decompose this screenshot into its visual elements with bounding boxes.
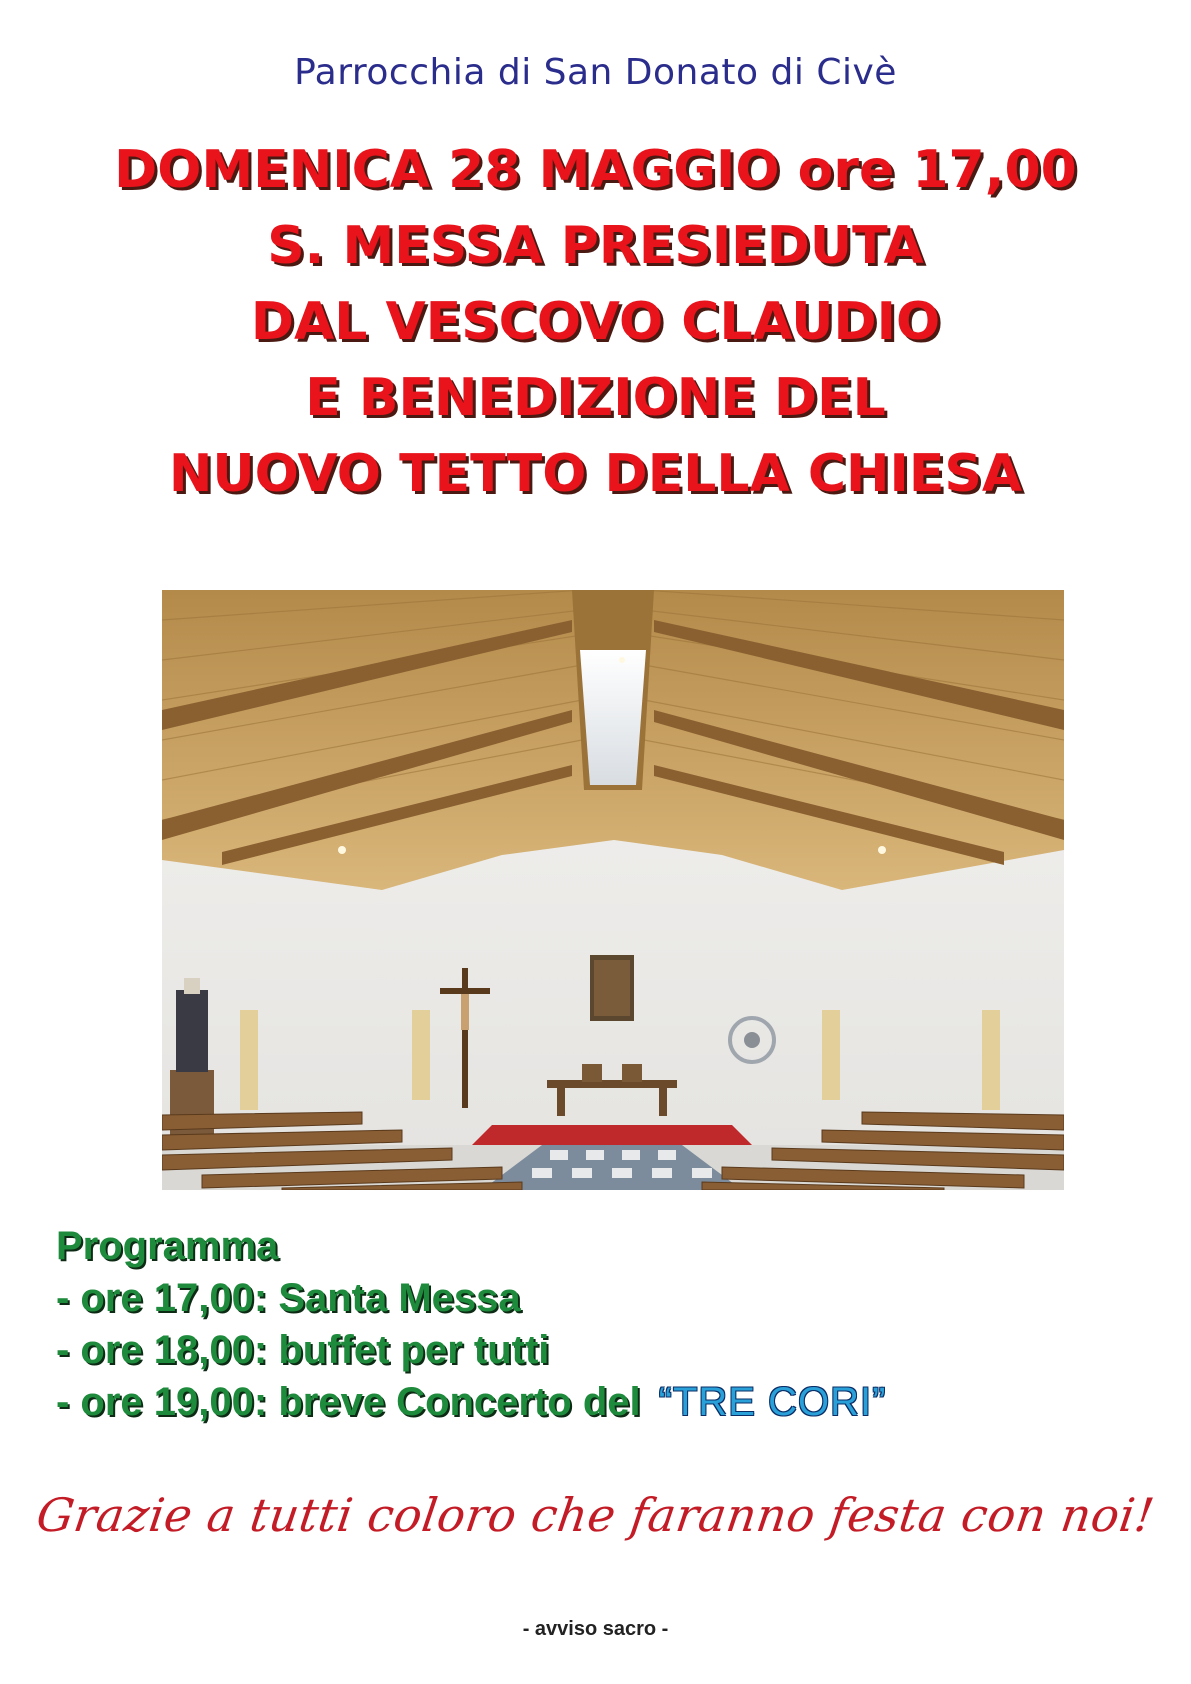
- program-item-buffet: - ore 18,00: buffet per tutti: [56, 1328, 550, 1372]
- headline-line-mass: S. MESSA PRESIEDUTA: [267, 216, 924, 276]
- program-title: Programma: [56, 1224, 279, 1268]
- headline-line-date: DOMENICA 28 MAGGIO ore 17,00: [114, 140, 1077, 200]
- program-section: [56, 1220, 1156, 1428]
- church-interior-photo: [162, 590, 1064, 1190]
- headline-line-bishop: DAL VESCOVO CLAUDIO: [250, 292, 941, 352]
- headline: [0, 132, 1191, 512]
- headline-line-roof: NUOVO TETTO DELLA CHIESA: [168, 444, 1023, 504]
- parish-name: Parrocchia di San Donato di Civè: [294, 52, 897, 93]
- tre-cori-label: “TRE CORI”: [658, 1380, 887, 1424]
- headline-line-blessing: E BENEDIZIONE DEL: [305, 368, 886, 428]
- program-item-concert-text: - ore 19,00: breve Concerto del: [56, 1380, 641, 1424]
- program-item-mass: - ore 17,00: Santa Messa: [56, 1276, 521, 1320]
- thanks-message: Grazie a tutti coloro che faranno festa con noi!: [33, 1488, 1158, 1542]
- sacred-notice: - avviso sacro -: [522, 1618, 669, 1640]
- program-item-concert: [56, 1376, 1156, 1428]
